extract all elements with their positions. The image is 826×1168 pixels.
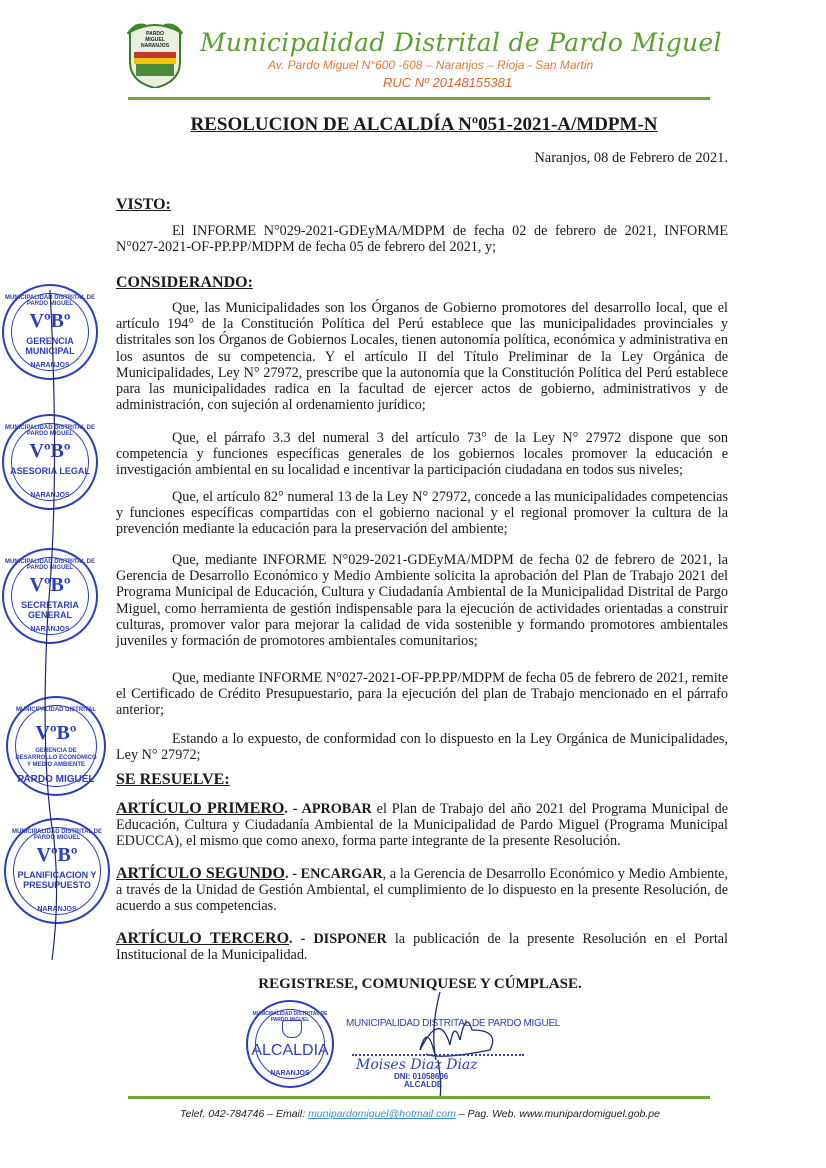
approval-stamp-secretaria: MUNICIPALIDAD DISTRITAL DE PARDO MIGUEL VºBº SECRETARIA GENERAL NARANJOS <box>2 548 98 644</box>
article-label: ARTÍCULO SEGUNDO <box>116 865 285 882</box>
institution-ruc: RUC Nº 20148155381 <box>383 75 513 90</box>
institution-address: Av. Pardo Miguel N°600 -608 – Naranjos – Rioja - San Martin <box>268 58 594 72</box>
header-divider <box>128 97 710 100</box>
considerando-paragraph: Que, el párrafo 3.3 del numeral 3 del artículo 73° de la Ley N° 27972 dispone que son competencia y funciones específicas generales de los gobiernos locales promover la educación e investigación ambiental en su localidad e incentivar la participación ciudadana en todos sus niveles; <box>116 430 728 479</box>
article-action: APROBAR <box>301 801 372 817</box>
approval-stamp-desarrollo: MUNICIPALIDAD DISTRITAL VºBº GERENCIA DE DESARROLLO ECONOMICO Y MEDIO AMBIENTE PARDO MIGUEL <box>6 696 106 796</box>
signer-role: ALCALDE <box>404 1080 443 1089</box>
footer-email-link[interactable]: munipardomiguel@hotmail.com <box>308 1108 456 1120</box>
article-tercero: ARTÍCULO TERCERO. - DISPONER la publicación de la presente Resolución en el Portal Institucional de la Municipalidad. <box>116 930 728 964</box>
peru-coat-of-arms-icon <box>282 1020 302 1038</box>
approval-stamp-gerencia: MUNICIPALIDAD DISTRITAL DE PARDO MIGUEL VºBº GERENCIA MUNICIPAL NARANJOS <box>2 284 98 380</box>
article-label: ARTÍCULO PRIMERO <box>116 800 285 817</box>
signer-name: Moises Diaz Diaz <box>356 1057 478 1073</box>
approval-stamp-planificacion: MUNICIPALIDAD DISTRITAL DE PARDO MIGUEL VºBº PLANIFICACION Y PRESUPUESTO NARANJOS <box>4 818 110 924</box>
resolution-date: Naranjos, 08 de Febrero de 2021. <box>534 150 728 166</box>
article-text: el Plan de Trabajo del año 2021 del Programa Municipal de Educación, Cultura y Ciudadanía Ambiental de la Municipalidad de Pardo Miguel (Programa Municipal EDUCCA), el mismo que como anexo, forma parte integrante de la presente Resolución. <box>116 801 729 850</box>
article-text: la publicación de la presente Resolución en el Portal Institucional de la Municipalidad. <box>116 931 728 964</box>
considerando-paragraph: Que, el artículo 82° numeral 13 de la Ley N° 27972, concede a las municipalidades competencias y funciones específicas compartidas con el gobierno nacional y el regional promover la cultura de la prevención mediante la educación para la preservación del ambiente; <box>116 489 728 538</box>
footer-contact <box>0 1108 826 1120</box>
considerando-paragraph: Estando a lo expuesto, de conformidad con lo dispuesto en la Ley Orgánica de Municipalidades, Ley N° 27972; <box>116 731 728 764</box>
handwritten-signature <box>380 990 520 1100</box>
article-segundo: ARTÍCULO SEGUNDO. - ENCARGAR, a la Gerencia de Desarrollo Económico y Medio Ambiente, a través de la Unidad de Gestión Ambiental, el cumplimiento de lo dispuesto en la presente Resolución, de acuerdo a sus competencias. <box>116 865 728 915</box>
initials-signature-line <box>20 280 80 970</box>
resolution-title: RESOLUCION DE ALCALDÍA Nº051-2021-A/MDPM-N <box>190 114 658 135</box>
article-text: , a la Gerencia de Desarrollo Económico y Medio Ambiente, a través de la Unidad de Gestión Ambiental, el cumplimiento de lo dispuesto en la presente Resolución, de acuerdo a sus competencias. <box>116 866 728 915</box>
footer-phone: Telef. 042-784746 – Email: <box>180 1108 309 1120</box>
signature-dotted-line <box>352 1054 524 1056</box>
municipal-crest <box>126 22 184 88</box>
article-action: DISPONER <box>313 931 387 947</box>
approval-stamp-asesoria: MUNICIPALIDAD DISTRITAL DE PARDO MIGUEL VºBº ASESORIA LEGAL NARANJOS <box>2 414 98 510</box>
footer-web: – Pag. Web. www.munipardomiguel.gob.pe <box>455 1108 660 1120</box>
visto-text: El INFORME N°029-2021-GDEyMA/MDPM de fecha 02 de febrero de 2021, INFORME N°027-2021-OF-PP.PP/MDPM de fecha 05 de febrero del 2021, y; <box>116 223 728 256</box>
closing-formula: REGISTRESE, COMUNIQUESE Y CÚMPLASE. <box>258 976 582 992</box>
institution-name: Municipalidad Distrital de Pardo Miguel <box>200 28 722 57</box>
resuelve-heading: SE RESUELVE: <box>116 771 230 788</box>
article-label: ARTÍCULO TERCERO <box>116 930 290 947</box>
article-primero: ARTÍCULO PRIMERO. - APROBAR el Plan de Trabajo del año 2021 del Programa Municipal de Educación, Cultura y Ciudadanía Ambiental de la Municipalidad de Pardo Miguel (Programa Municipal EDUCCA), el mismo que como anexo, forma parte integrante de la presente Resolución. <box>116 800 729 850</box>
considerando-paragraph: Que, mediante INFORME N°027-2021-OF-PP.PP/MDPM de fecha 05 de febrero de 2021, remite el Certificado de Crédito Presupuestario, para la ejecución del plan de Trabajo mencionado en el párrafo anterior; <box>116 670 728 719</box>
footer-divider <box>128 1096 710 1099</box>
article-action: ENCARGAR <box>300 866 383 882</box>
considerando-paragraph: Que, las Municipalidades son los Órganos de Gobierno promotores del desarrollo local, que el artículo 194° de la Constitución Política del Perú establece que las municipalidades provinciales y distritales son los Órganos de Gobiernos Locales, tienen autonomía política, económica y administrativa en los asuntos de su competencia. Y el artículo II del Título Preliminar de la Ley Orgánica de Municipalidades, Ley N° 27972, prescribe que la autonomía que la Constitución Política del Perú establece para las municipalidades radica en la facultad de ejercer actos de gobierno, administrativos y de administración, con sujeción al ordenamiento jurídico; <box>116 300 728 414</box>
crest-text: PARDO MIGUEL NARANJOS <box>140 31 170 49</box>
considerando-paragraph: Que, mediante INFORME N°029-2021-GDEyMA/MDPM de fecha 02 de febrero de 2021, la Gerencia de Desarrollo Económico y Medio Ambiente solicita la aprobación del Plan de Trabajo 2021 del Programa Municipal de Educación, Cultura y Ciudadanía Ambiental de la Municipalidad Distrital de Pargo Miguel, como herramienta de gestión indispensable para la ejecución de actividades orientadas a construir culturas, promover valor para mejorar la calidad de vida sostenible y formando promotores ambientales juveniles y formación de promotores ambientales comunitarios; <box>116 552 728 650</box>
signature-org: MUNICIPALIDAD DISTRITAL DE PARDO MIGUEL <box>346 1018 561 1029</box>
alcaldia-seal: MUNICIPALIDAD DISTRITAL DE PARDO MIGUEL ALCALDIA NARANJOS <box>246 1000 334 1088</box>
signer-dni: DNI: 01058606 <box>394 1072 449 1081</box>
considerando-heading: CONSIDERANDO: <box>116 274 253 291</box>
visto-heading: VISTO: <box>116 196 171 213</box>
